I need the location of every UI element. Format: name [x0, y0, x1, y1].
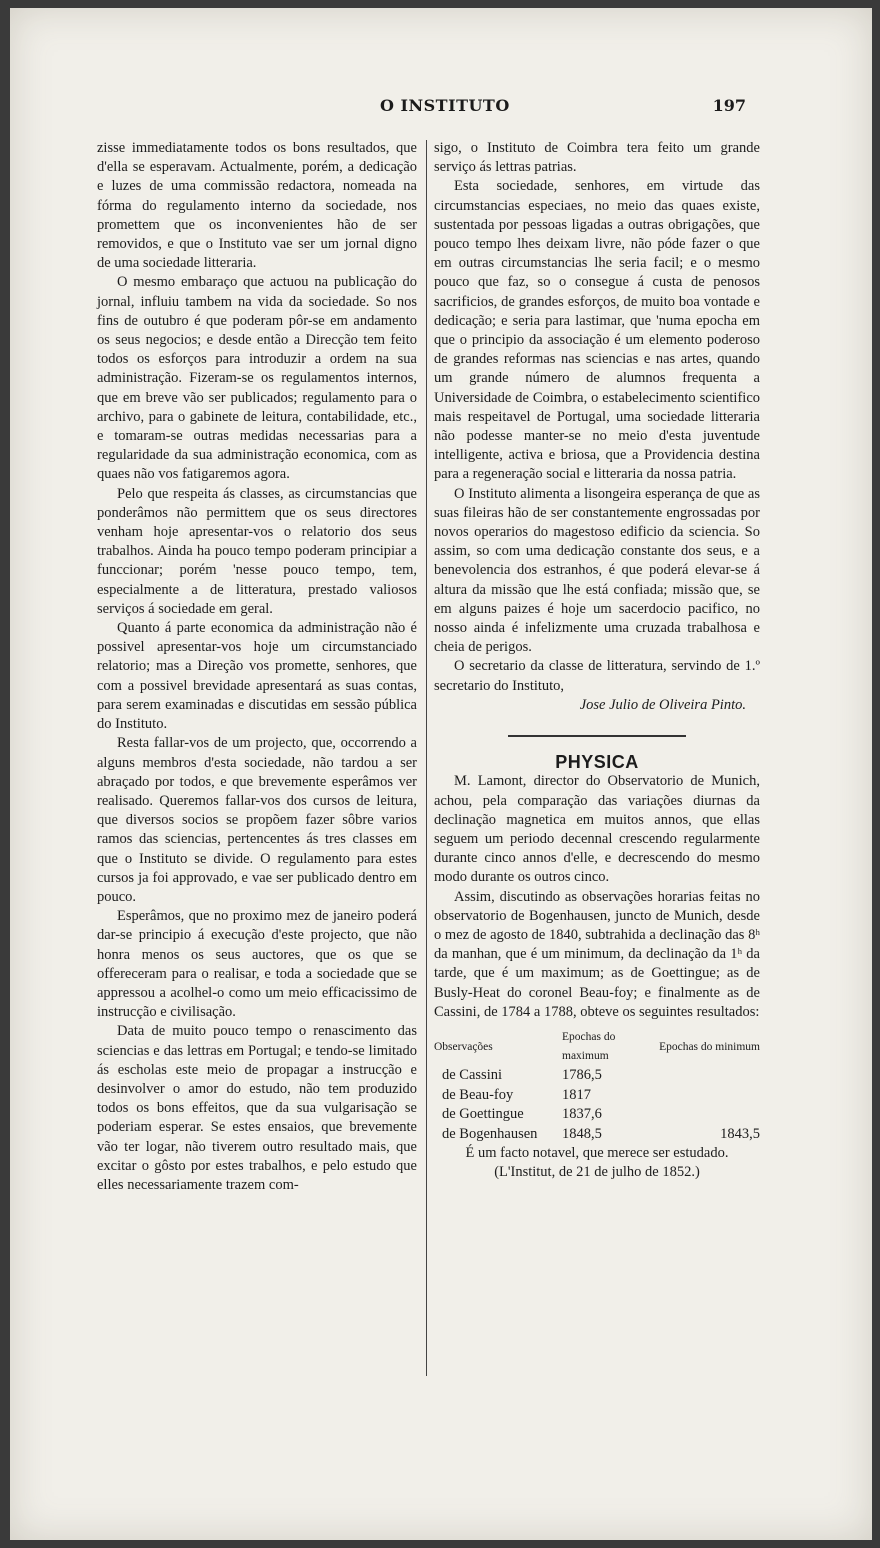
document-page	[10, 8, 872, 1540]
left-column	[97, 139, 417, 1195]
paragraph: O secretario da classe de litteratura, servindo de 1.º secretario do Instituto,	[434, 658, 760, 694]
table-cell: de Bogenhausen	[442, 1125, 538, 1142]
table-header: Epochas do minimum	[659, 1040, 760, 1053]
paragraph: Assim, discutindo as observações horarias feitas no observatorio de Bogenhausen, juncto de Munich, desde o mez de agosto de 1840, subtrahida a declinação das 8ʰ da manhan, que é um minimum, da declinação da 1ʰ da tarde, que é um maximum; as de Goettingue; as de Busly-Heat do coronel Beau-foy; e finalmente as de Cassini, de 1784 a 1788, obteve os seguintes resultados:	[434, 888, 760, 1020]
table-cell: 1817	[562, 1086, 591, 1103]
section-title: PHYSICA	[555, 752, 639, 773]
paragraph: zisse immediatamente todos os bons resultados, que d'ella se esperavam. Actualmente, porém, a dedicação e luzes de uma commissão redactora, nomeada na fórma do regulamento interno da sociedade, nos promettem que os inconvenientes hão de ser removidos, e que o Instituto vae ser um jornal digno de uma sociedade litteraria.	[97, 140, 417, 272]
signature: Jose Julio de Oliveira Pinto.	[579, 696, 746, 713]
table-header: Observações	[434, 1040, 493, 1053]
page-header	[10, 96, 872, 118]
table-cell: de Beau-foy	[442, 1086, 514, 1103]
section-separator	[508, 735, 686, 737]
paragraph: sigo, o Instituto de Coimbra tera feito um grande serviço ás lettras patrias.	[434, 140, 760, 176]
table-row	[434, 1105, 760, 1124]
table-cell: 1786,5	[562, 1067, 602, 1084]
table-cell: 1848,5	[562, 1125, 602, 1142]
citation: (L'Institut, de 21 de julho de 1852.)	[494, 1164, 700, 1181]
paragraph: Quanto á parte economica da administração não é possivel apresentar-vos hoje um circumstanciado relatorio; mas a Direção vos promette, senhores, que com a possivel brevidade apresentará as suas contas, para serem examinadas e discutidas em sessão pública do Instituto.	[97, 620, 417, 733]
paragraph: O mesmo embaraço que actuou na publicação do jornal, influiu tambem na vida da sociedade. So nos fins de outubro é que poderam pôr-se em andamento os seus negocios; e desde então a Direcção tem feito todos os esforços para introduzir a ordem na sua administração. Fizeram-se os regulamentos internos, que em breve vão ser publicados; regulamento para o archivo, para o gabinete de leitura, contabilidade, etc., e tomaram-se outras medidas necessarias para a regularidade da sua administração economica, com as quaes não vos fatigaremos agora.	[97, 274, 417, 483]
paragraph: M. Lamont, director do Observatorio de Munich, achou, pela comparação das variações diurnas da declinação magnetica em muitos annos, que ellas seguem um periodo decennal crescendo regularmente durante cinco annos d'elle, e decrescendo do mesmo modo durante os outros cinco.	[434, 773, 760, 886]
closing-sentence: É um facto notavel, que merece ser estudado.	[465, 1144, 729, 1161]
paragraph: Esperâmos, que no proximo mez de janeiro poderá dar-se principio á execução d'este projecto, que não honra menos os seus auctores, que os que se offereceram para o realisar, e toda a sociedade que se appressou a acolhel-o como um meio efficacissimo de instrucção e civilisação.	[97, 908, 417, 1021]
paragraph: Resta fallar-vos de um projecto, que, occorrendo a alguns membros d'esta sociedade, não tardou a ser abraçado por todos, e que brevemente esperâmos ver realisado. Queremos fallar-vos dos cursos de leitura, que diversos socios se propõem fazer sôbre varios ramos das sciencias, pertencentes ás tres classes em que o Instituto se divide. O regulamento para estes cursos ja foi approvado, e vae ser publicado dentro em pouco.	[97, 735, 417, 905]
paragraph: Pelo que respeita ás classes, as circumstancias que ponderâmos não permittem que os seus directores venham hoje apresentar-vos o relatorio dos seus trabalhos. Ainda ha pouco tempo poderam principiar a funccionar; porém 'nesse pouco tempo, tem, especialmente a de litteratura, prestado valiosos serviços á sociedade em geral.	[97, 485, 417, 617]
table-cell	[652, 1105, 760, 1124]
table-row	[434, 1125, 760, 1144]
table-row	[434, 1066, 760, 1085]
paragraph: Data de muito pouco tempo o renascimento das sciencias e das lettras em Portugal; e tendo-se limitado ás escholas este meio de propagar a instrucção e desinvolver o amor do estudo, não tem produzido todos os bons effeitos, que da sua vulgarisação se poderiam esperar. Se estes ensaios, que brevemente vão ter logar, não tiverem outro resultado mais, que excitar o gôsto por estes trabalhos, e pelo estudo que elles necessariamente trazem com-	[97, 1023, 417, 1193]
table-header: Epochas do maximum	[562, 1030, 616, 1063]
table-cell: 1837,6	[562, 1106, 602, 1123]
table-cell: de Goettingue	[442, 1106, 524, 1123]
table-cell	[652, 1086, 760, 1105]
observations-table	[434, 1028, 760, 1144]
paragraph: O Instituto alimenta a lisongeira esperança de que as suas fileiras hão de ser constantemente engrossadas por novos operarios do magestoso edificio da sciencia. So assim, so com uma dedicação constante dos seus, e a benevolencia dos estranhos, é que poderá elevar-se á altura da missão que lhe está confiada; missão que, se em alguns paizes é hoje um sacerdocio pacifico, no nosso ainda é infelizmente uma cruzada trabalhosa e cheia de perigos.	[434, 485, 760, 656]
table-cell: de Cassini	[442, 1067, 503, 1084]
page-number: 197	[712, 96, 746, 115]
table-row	[434, 1086, 760, 1105]
paragraph: Esta sociedade, senhores, em virtude das circumstancias especiaes, no meio das quaes existe, sustentada por pessoas ligadas a outras obrigações, que pouco tempo lhes deixam livre, não póde fazer o que em outras circumstancias lhe seria facil; e o mesmo pouco que faz, so o consegue á custa de penosos sacrificios, de grandes esforços, de muito boa vontade e dedicação; e seria para lastimar, que 'numa epocha em que o principio da associação é um elemento poderoso de grandes reformas nas sciencias e nas artes, quando um grande número de alumnos frequenta a Universidade de Coimbra, o estabelecimento scientifico mais respeitavel de Portugal, uma sociedade litteraria não podesse manter-se no meio d'esta juventude intelligente, activa e briosa, que a Providencia destina para a regeneração social e litteraria da nossa patria.	[434, 178, 760, 483]
column-divider	[426, 140, 427, 1376]
table-header-row	[434, 1028, 760, 1066]
table-cell: 1843,5	[720, 1125, 760, 1142]
table-cell	[652, 1066, 760, 1085]
running-title: O INSTITUTO	[380, 96, 510, 115]
right-column	[434, 139, 760, 1182]
